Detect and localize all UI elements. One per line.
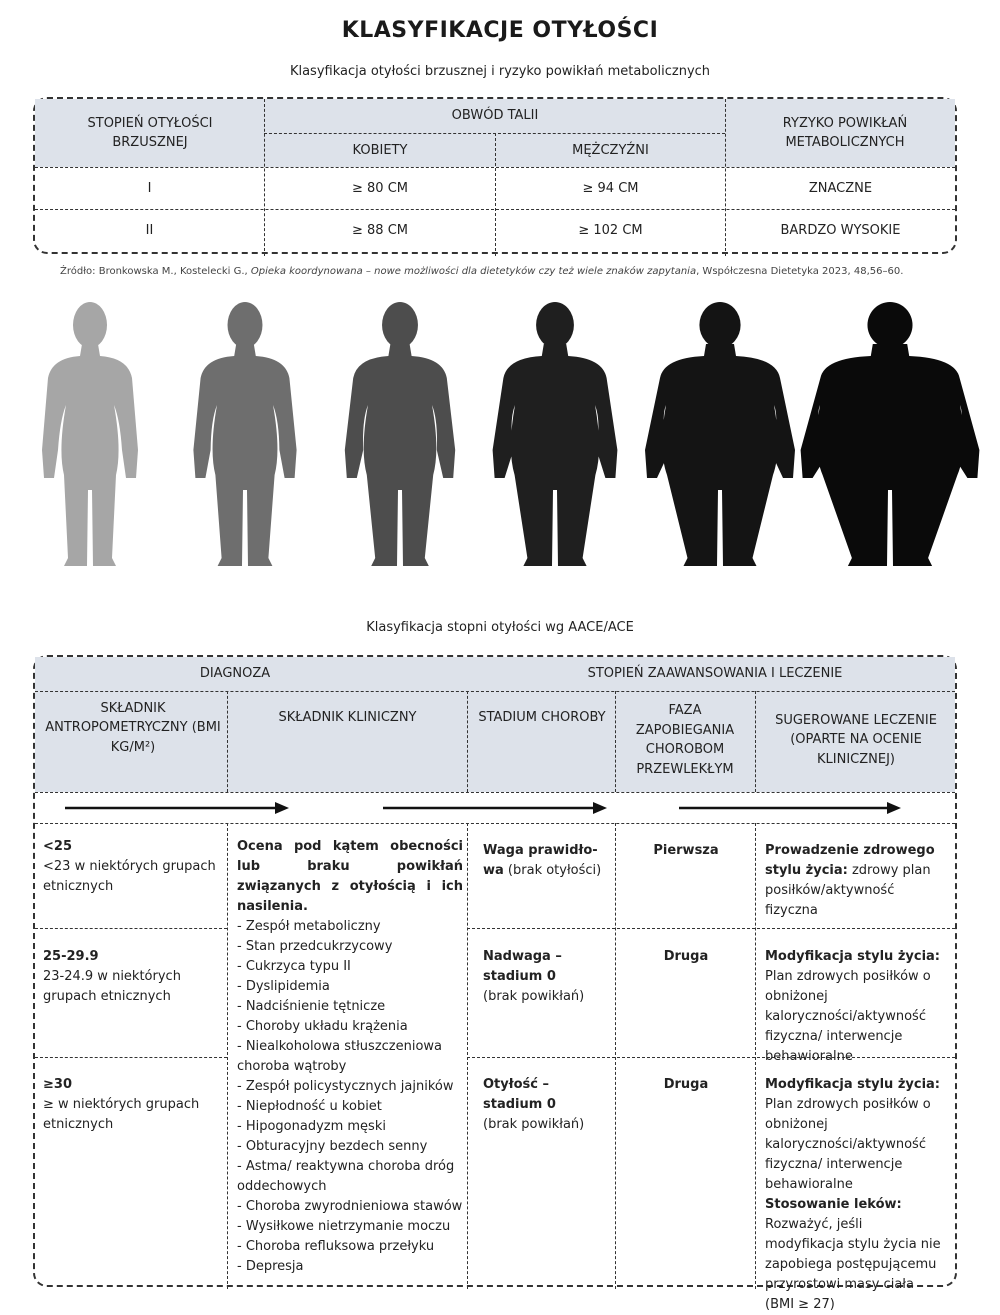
clinical-item: - Hipogonadyzm męski	[237, 1119, 386, 1134]
source-suffix: , Współczesna Dietetyka 2023, 48,56–60.	[696, 266, 904, 277]
stage-label: Otyłość – stadium 0	[483, 1077, 556, 1112]
bmi-note: ≥ w niektórych grupach etnicznych	[43, 1097, 200, 1132]
col-treatment: SUGEROWANE LECZENIE (OPARTE NA OCENIE KLINICZNEJ)	[775, 712, 937, 767]
bmi-note: <23 w niektórych grupach etnicznych	[43, 859, 216, 894]
clinical-component	[237, 837, 463, 1277]
source-title: Opieka koordynowana – nowe możliwości dla dietetyków czy też wiele znaków zapytania	[250, 266, 697, 277]
clinical-item: - Wysiłkowe nietrzymanie moczu	[237, 1219, 451, 1234]
treatment-text: Plan zdrowych posiłków o obniżonej kaloryczności/aktywność fizyczna/ interwencje behawioralne	[765, 969, 931, 1064]
row1-degree: I	[147, 180, 152, 196]
clinical-item: - Niepłodność u kobiet	[237, 1099, 382, 1114]
clinical-item: - Dyslipidemia	[237, 979, 330, 994]
bmi-value: 25-29.9	[43, 949, 99, 964]
arrow-treatment-head	[887, 802, 901, 814]
clinical-item: - Obturacyjny bezdech senny	[237, 1139, 428, 1154]
clinical-item: - Nadciśnienie tętnicze	[237, 999, 386, 1014]
row2-degree: II	[145, 223, 154, 239]
treatment-text-2: Rozważyć, jeśli modyfikacja stylu życia nie zapobiega postępującemu przyrostowi masy ciała (BMI ≥ 27)	[765, 1217, 941, 1312]
treatment-row-2	[765, 947, 945, 1067]
row2-men: ≥ 102 CM	[578, 223, 643, 239]
clinical-item: - Zespół metaboliczny	[237, 919, 381, 934]
col-clinical: SKŁADNIK KLINICZNY	[278, 710, 417, 726]
stage-note: (brak otyłości)	[503, 863, 602, 878]
arrow-diagnosis-head	[275, 802, 289, 814]
body-silhouettes-illustration	[30, 300, 970, 570]
phase-row-3: Druga	[663, 1077, 709, 1092]
stage-overweight	[483, 947, 611, 1007]
bmi-value: <25	[43, 839, 72, 854]
stage-obesity	[483, 1075, 611, 1135]
header-degree: STOPIEŃ OTYŁOŚCI BRZUSZNEJ	[87, 115, 213, 150]
stage-label: Nadwaga – stadium 0	[483, 949, 562, 984]
clinical-item: - Choroba zwyrodnieniowa stawów	[237, 1199, 463, 1214]
treatment-title-2: Stosowanie leków:	[765, 1197, 902, 1212]
treatment-text: Plan zdrowych posiłków o obniżonej kaloryczności/aktywność fizyczna/ interwencje behawioralne	[765, 1097, 931, 1192]
col-anthropometric: SKŁADNIK ANTROPOMETRYCZNY (BMI KG/M²)	[45, 700, 221, 755]
stage-normal	[483, 841, 611, 881]
clinical-list	[237, 917, 463, 1277]
progression-arrows	[35, 793, 955, 823]
treatment-title: Modyfikacja stylu życia:	[765, 1077, 940, 1092]
row1-risk: ZNACZNE	[808, 180, 873, 196]
body-silhouette	[193, 302, 296, 566]
arrow-stage-head	[593, 802, 607, 814]
clinical-item: - Cukrzyca typu II	[237, 959, 351, 974]
clinical-item: - Astma/ reaktywna choroba dróg oddechowych	[237, 1159, 455, 1194]
header-waist: OBWÓD TALII	[451, 108, 539, 124]
bmi-row-overweight	[43, 947, 213, 1007]
group-stage-treatment: STOPIEŃ ZAAWANSOWANIA I LECZENIE	[587, 666, 843, 682]
body-silhouette	[645, 302, 795, 566]
source-citation	[60, 266, 960, 277]
treatment-title: Modyfikacja stylu życia:	[765, 949, 940, 964]
stage-label: Waga prawidło-wa	[483, 843, 598, 878]
treatment-title: Prowadzenie zdrowego stylu życia:	[765, 843, 935, 878]
header-women: KOBIETY	[352, 142, 408, 158]
treatment-row-1	[765, 841, 945, 921]
body-silhouette	[493, 302, 618, 566]
bmi-note: 23-24.9 w niektórych grupach etnicznych	[43, 969, 181, 1004]
body-silhouette	[345, 302, 455, 566]
header-men: MĘŻCZYŹNI	[572, 142, 649, 158]
body-silhouette	[42, 302, 138, 566]
col-phase: FAZA ZAPOBIEGANIA CHOROBOM PRZEWLEKŁYM	[635, 703, 735, 777]
phase-row-1: Pierwsza	[653, 843, 719, 858]
clinical-item: - Depresja	[237, 1259, 304, 1274]
clinical-item: - Stan przedcukrzycowy	[237, 939, 393, 954]
bmi-row-normal	[43, 837, 223, 897]
abdominal-obesity-table	[33, 97, 957, 254]
clinical-item: - Zespół policystycznych jajników	[237, 1079, 454, 1094]
stage-note: (brak powikłań)	[483, 989, 585, 1004]
header-risk: RYZYKO POWIKŁAŃ METABOLICZNYCH	[782, 115, 908, 150]
row2-risk: BARDZO WYSOKIE	[780, 223, 901, 239]
treatment-row-3	[765, 1075, 945, 1315]
table1-caption: Klasyfikacja otyłości brzusznej i ryzyko powikłań metabolicznych	[289, 64, 711, 79]
group-diagnosis: DIAGNOZA	[199, 666, 271, 682]
body-silhouette	[801, 302, 980, 566]
source-prefix: Źródło: Bronkowska M., Kostelecki G.,	[60, 266, 251, 277]
phase-row-2: Druga	[663, 949, 709, 964]
page-title: KLASYFIKACJE OTYŁOŚCI	[341, 18, 659, 43]
row1-women: ≥ 80 CM	[352, 180, 408, 196]
clinical-item: - Choroby układu krążenia	[237, 1019, 408, 1034]
bmi-value: ≥30	[43, 1077, 72, 1092]
clinical-item: - Niealkoholowa stłuszczeniowa choroba wątroby	[237, 1039, 443, 1074]
stage-note: (brak powikłań)	[483, 1117, 585, 1132]
clinical-intro: Ocena pod kątem obecności lub braku powikłań związanych z otyłością i ich nasilenia.	[237, 839, 463, 914]
row1-men: ≥ 94 CM	[582, 180, 639, 196]
clinical-item: - Choroba refluksowa przełyku	[237, 1239, 435, 1254]
row2-women: ≥ 88 CM	[352, 223, 408, 239]
aace-classification-table	[33, 655, 957, 1312]
table2-caption: Klasyfikacja stopni otyłości wg AACE/ACE	[366, 620, 634, 635]
col-stage: STADIUM CHOROBY	[478, 710, 606, 726]
treatment-text: zdrowy plan posiłków/aktywność fizyczna	[765, 863, 931, 918]
bmi-row-obese	[43, 1075, 223, 1135]
